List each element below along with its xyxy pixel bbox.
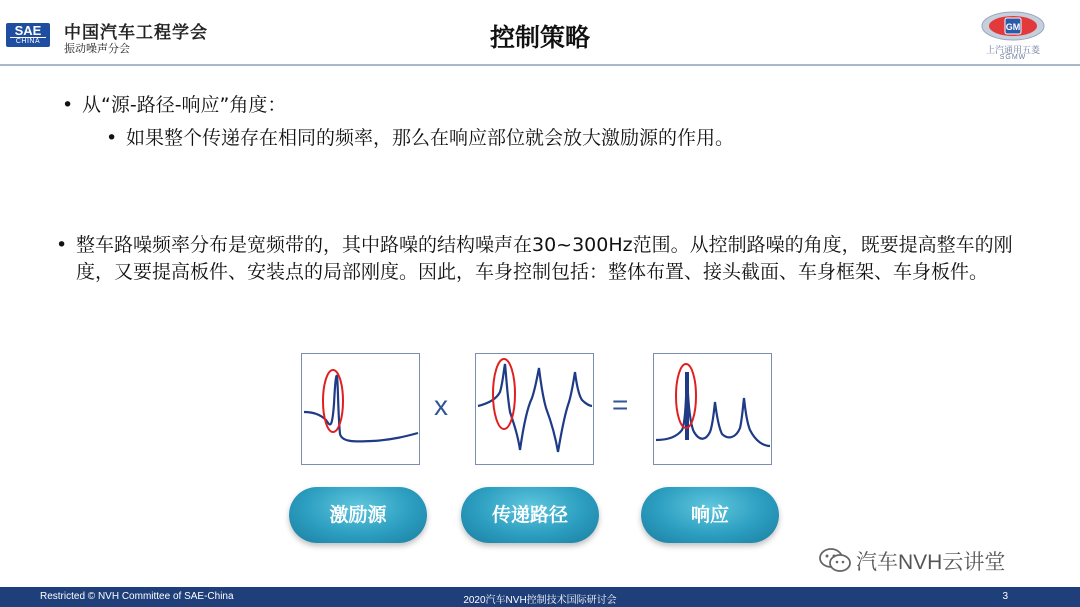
watermark-text: 汽车NVH云讲堂: [856, 551, 1006, 574]
equals-operator: =: [612, 389, 629, 420]
times-operator: x: [434, 390, 448, 421]
response-label-pill: 响应: [641, 487, 779, 543]
partner-logo-text: 上汽通用五菱: [985, 46, 1040, 56]
bullet-source-path-response: [62, 92, 286, 119]
logo-bottom-text: CHINA: [10, 37, 46, 46]
sub-bullet-amplify: [106, 125, 734, 152]
bullet-road-noise: [56, 232, 1016, 286]
org-subtitle: 振动噪声分会: [64, 42, 130, 55]
slide-title: 控制策略: [489, 23, 590, 52]
slide-header: [0, 0, 1080, 64]
response-curve: [656, 372, 770, 446]
logo-top-text: SAE: [14, 23, 42, 38]
bullet-dot: •: [62, 94, 74, 116]
bullet-text: 从“源-路径-响应”角度：: [82, 94, 287, 116]
response-spectrum-chart: [653, 353, 772, 465]
bullet-dot: •: [106, 127, 118, 149]
path-label-pill: 传递路径: [461, 487, 599, 543]
bullet-dot: •: [56, 234, 68, 256]
path-spectrum-chart: [475, 353, 594, 465]
partner-logo-sub: SGMW: [999, 54, 1027, 61]
header-divider: [0, 64, 1080, 66]
page-number: 3: [1002, 591, 1008, 602]
org-name: 中国汽车工程学会: [64, 23, 208, 43]
footer-copyright: Restricted © NVH Committee of SAE-China: [40, 591, 234, 602]
source-label-pill: 激励源: [289, 487, 427, 543]
footer-event: 2020汽车NVH控制技术国际研讨会: [463, 595, 617, 606]
svg-text:GM: GM: [1005, 22, 1021, 32]
bullet-text: 如果整个传递存在相同的频率，那么在响应部位就会放大激励源的作用。: [126, 127, 735, 149]
slide-footer: [0, 587, 1080, 607]
wechat-icon: [818, 546, 852, 574]
source-highlight-ellipse: [323, 370, 343, 432]
source-curve: [304, 376, 418, 442]
source-spectrum-chart: [301, 353, 420, 465]
bullet-text: 整车路噪频率分布是宽频带的，其中路噪的结构噪声在30~300Hz范围。从控制路噪的角度，既要提高整车的刚度，又要提高板件、安装点的局部刚度。因此，车身控制包括：整体布置、接头截面、车身框架、车身板件。: [76, 234, 1013, 283]
